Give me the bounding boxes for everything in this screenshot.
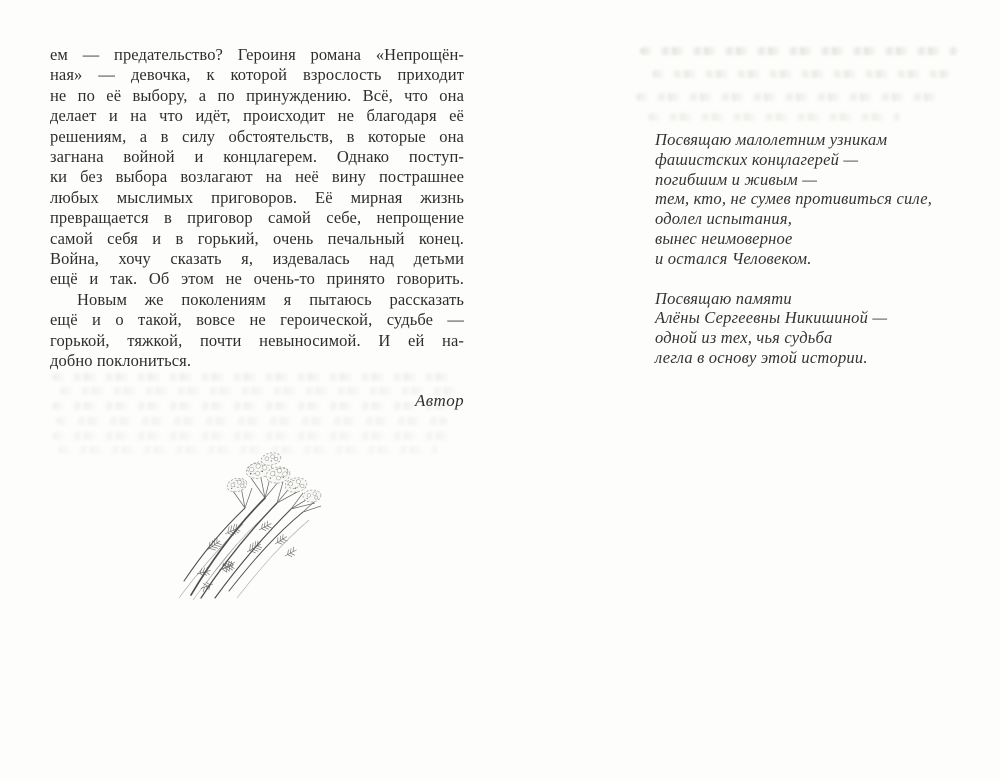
bleedthrough-smudge <box>636 93 944 101</box>
bleedthrough-smudge <box>60 387 456 395</box>
dedication-line: и остался Человеком. <box>655 248 812 268</box>
text-line: горькой, тяжкой, почти невыносимой. И ей на- <box>50 330 464 350</box>
text-line: превращается в приговор самой себе, непрощение <box>50 208 464 228</box>
dedication-line: фашистских концлагерей — <box>655 149 859 169</box>
text-line: ещё и о такой, вовсе не героической, судьбе — <box>50 310 464 330</box>
dedication-line: Посвящаю памяти <box>655 288 792 308</box>
left-text-block <box>50 45 464 372</box>
dedication-line: одолел испытания, <box>655 209 793 229</box>
text-line: не по её выбору, а по принуждению. Всё, что она <box>50 85 464 105</box>
dedication-line: одной из тех, чья судьба <box>655 328 833 348</box>
text-line: Новым же поколениям я пытаюсь рассказать <box>77 289 464 309</box>
dedication-line: погибшим и живым — <box>655 169 818 189</box>
bleedthrough-smudge <box>52 373 458 381</box>
text-line: любых мыслимых приговоров. Её мирная жизнь <box>50 187 464 207</box>
text-line: Война, хочу сказать я, издевалась над детьми <box>50 249 464 269</box>
bleedthrough-smudge <box>652 70 950 78</box>
dedication-line: Посвящаю малолетним узникам <box>655 130 888 149</box>
text-line: добно поклониться. <box>50 351 192 371</box>
text-line: ем — предательство? Героиня романа «Непрощён- <box>50 45 464 64</box>
dedication-block <box>655 130 955 368</box>
dedication-line: легла в основу этой истории. <box>655 347 868 367</box>
bleedthrough-smudge <box>52 402 458 410</box>
author-signature: Автор <box>414 391 464 410</box>
bleedthrough-smudge <box>648 113 900 121</box>
wildflower-sketch-illustration <box>163 432 343 602</box>
dedication-line: Алёны Сергеевны Никишиной — <box>655 308 888 328</box>
text-line: ещё и так. Об этом не очень-то принято говорить. <box>50 269 464 289</box>
sketch-flower-heads <box>226 451 322 503</box>
text-line: загнана войной и концлагерем. Однако поступ- <box>50 147 464 167</box>
text-line: ки без выбора возлагают на неё вину пострашнее <box>50 167 464 187</box>
bleedthrough-smudge <box>56 417 448 425</box>
sketch-stems <box>184 498 303 598</box>
dedication-line: вынес неимоверное <box>655 228 793 248</box>
stanza-gap <box>655 269 955 289</box>
text-line: ная» — девочка, к которой взрослость приходит <box>50 65 464 85</box>
text-line: делает и на что идёт, происходит не благодаря её <box>50 106 464 126</box>
bleedthrough-smudge <box>640 47 958 55</box>
dedication-line: тем, кто, не сумев противиться силе, <box>655 189 933 209</box>
text-line: решениям, а в силу обстоятельств, в которые она <box>50 126 464 146</box>
sketch-awns <box>179 514 309 600</box>
text-line: самой себя и в горький, очень печальный конец. <box>50 228 464 248</box>
